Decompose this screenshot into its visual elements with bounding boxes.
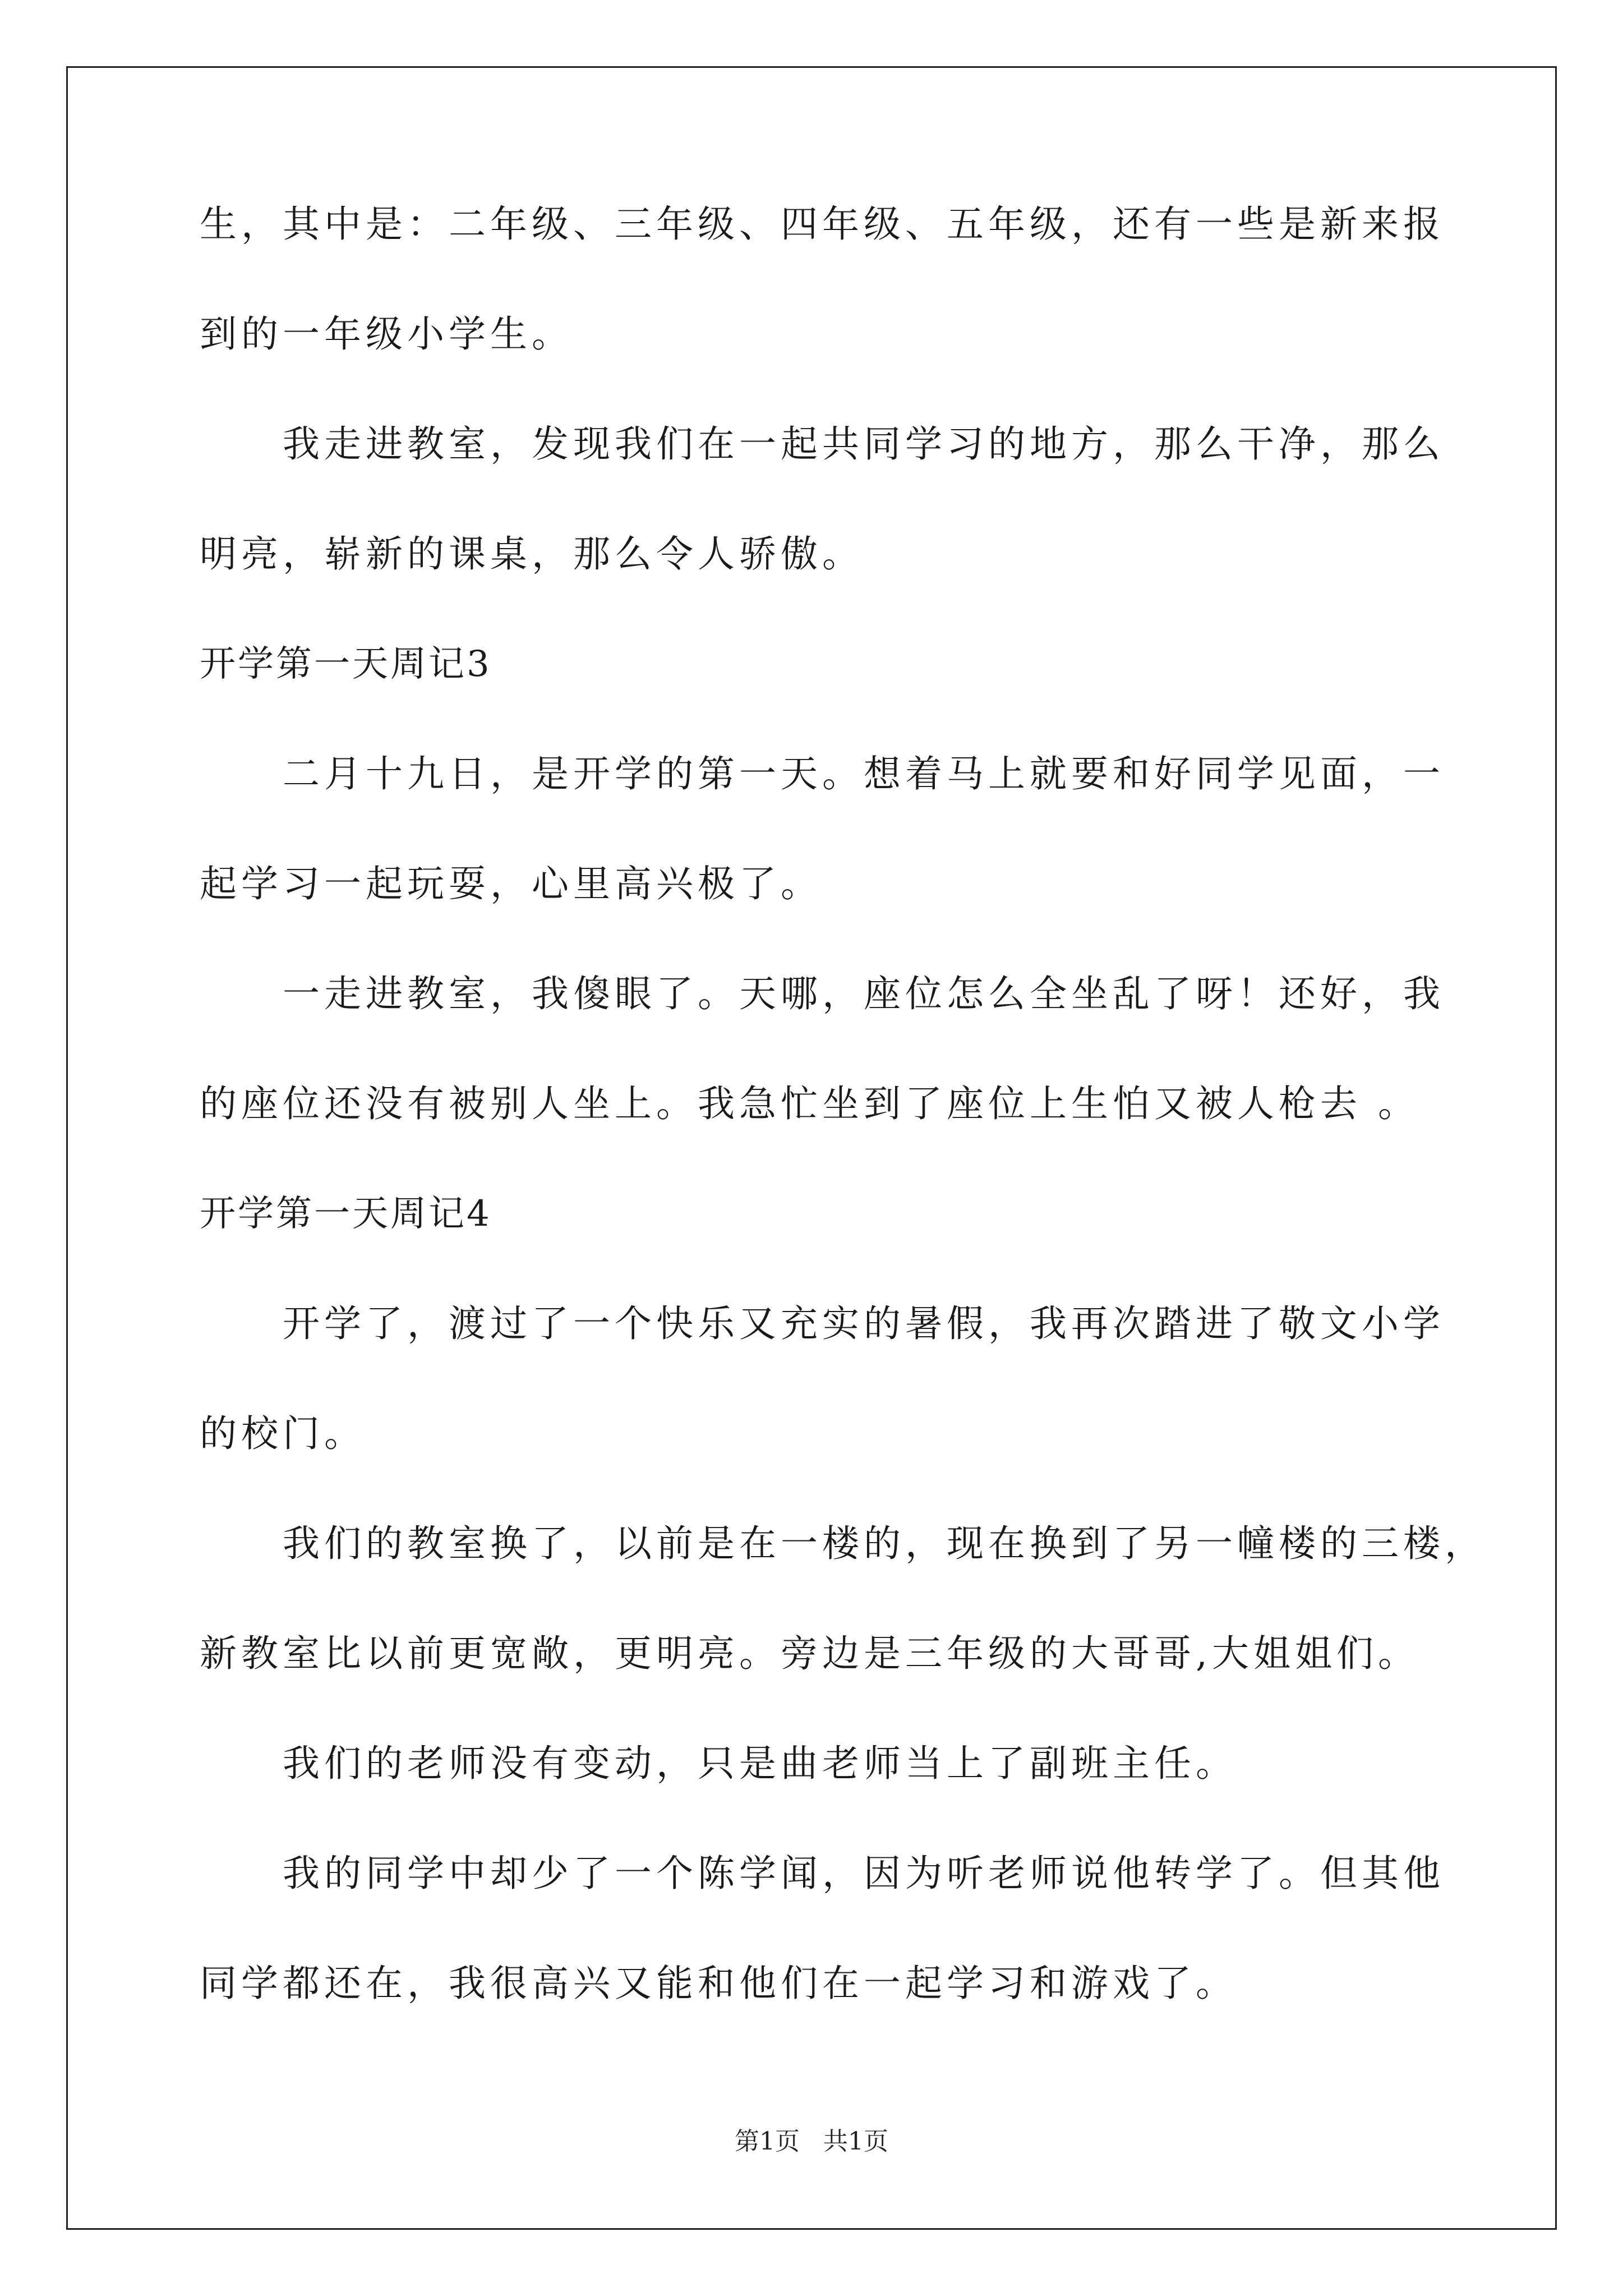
- paragraph: [200, 1851, 1456, 2006]
- paragraph: [200, 202, 1456, 357]
- paragraph: [200, 1301, 1456, 1456]
- paragraph: [200, 972, 1456, 1126]
- text-line: 开学了，渡过了一个快乐又充实的暑假，我再次踏进了敬文小学: [283, 1302, 1445, 1345]
- text-line: 我的同学中却少了一个陈学闻，因为听老师说他转学了。但其他: [283, 1852, 1445, 1895]
- page-number: 第1页: [735, 2127, 800, 2156]
- text-line: 的校门。: [200, 1412, 366, 1455]
- paragraph: [200, 752, 1456, 907]
- page-footer: [0, 2126, 1623, 2157]
- text-line: 新教室比以前更宽敞，更明亮。旁边是三年级的大哥哥,大姐姐们。: [200, 1632, 1419, 1675]
- paragraph: [200, 1741, 1456, 1786]
- text-line: 一走进教室，我傻眼了。天哪，座位怎么全坐乱了呀！还好，我: [283, 972, 1445, 1015]
- text-line: 我们的教室换了，以前是在一楼的，现在换到了另一幢楼的三楼，: [283, 1522, 1486, 1565]
- text-line: 到的一年级小学生。: [200, 312, 573, 356]
- text-line: 起学习一起玩耍，心里高兴极了。: [200, 862, 822, 905]
- section-heading: 开学第一天周记3: [200, 643, 492, 685]
- page-total: 共1页: [823, 2127, 888, 2156]
- paragraph: [200, 1521, 1486, 1676]
- document-body: [200, 202, 1486, 2006]
- text-line: 我走进教室，发现我们在一起共同学习的地方，那么干净，那么: [283, 422, 1445, 466]
- text-line: 的座位还没有被别人坐上。我急忙坐到了座位上生怕又被人枪去 。: [200, 1082, 1419, 1125]
- paragraph: [200, 422, 1456, 577]
- section-heading: 开学第一天周记4: [200, 1193, 492, 1235]
- text-line: 我们的老师没有变动，只是曲老师当上了副班主任。: [283, 1742, 1237, 1785]
- text-line: 二月十九日，是开学的第一天。想着马上就要和好同学见面，一: [283, 752, 1445, 795]
- text-line: 生，其中是：二年级、三年级、四年级、五年级，还有一些是新来报: [200, 203, 1445, 246]
- text-line: 明亮，崭新的课桌，那么令人骄傲。: [200, 532, 864, 576]
- text-line: 同学都还在，我很高兴又能和他们在一起学习和游戏了。: [200, 1962, 1237, 2005]
